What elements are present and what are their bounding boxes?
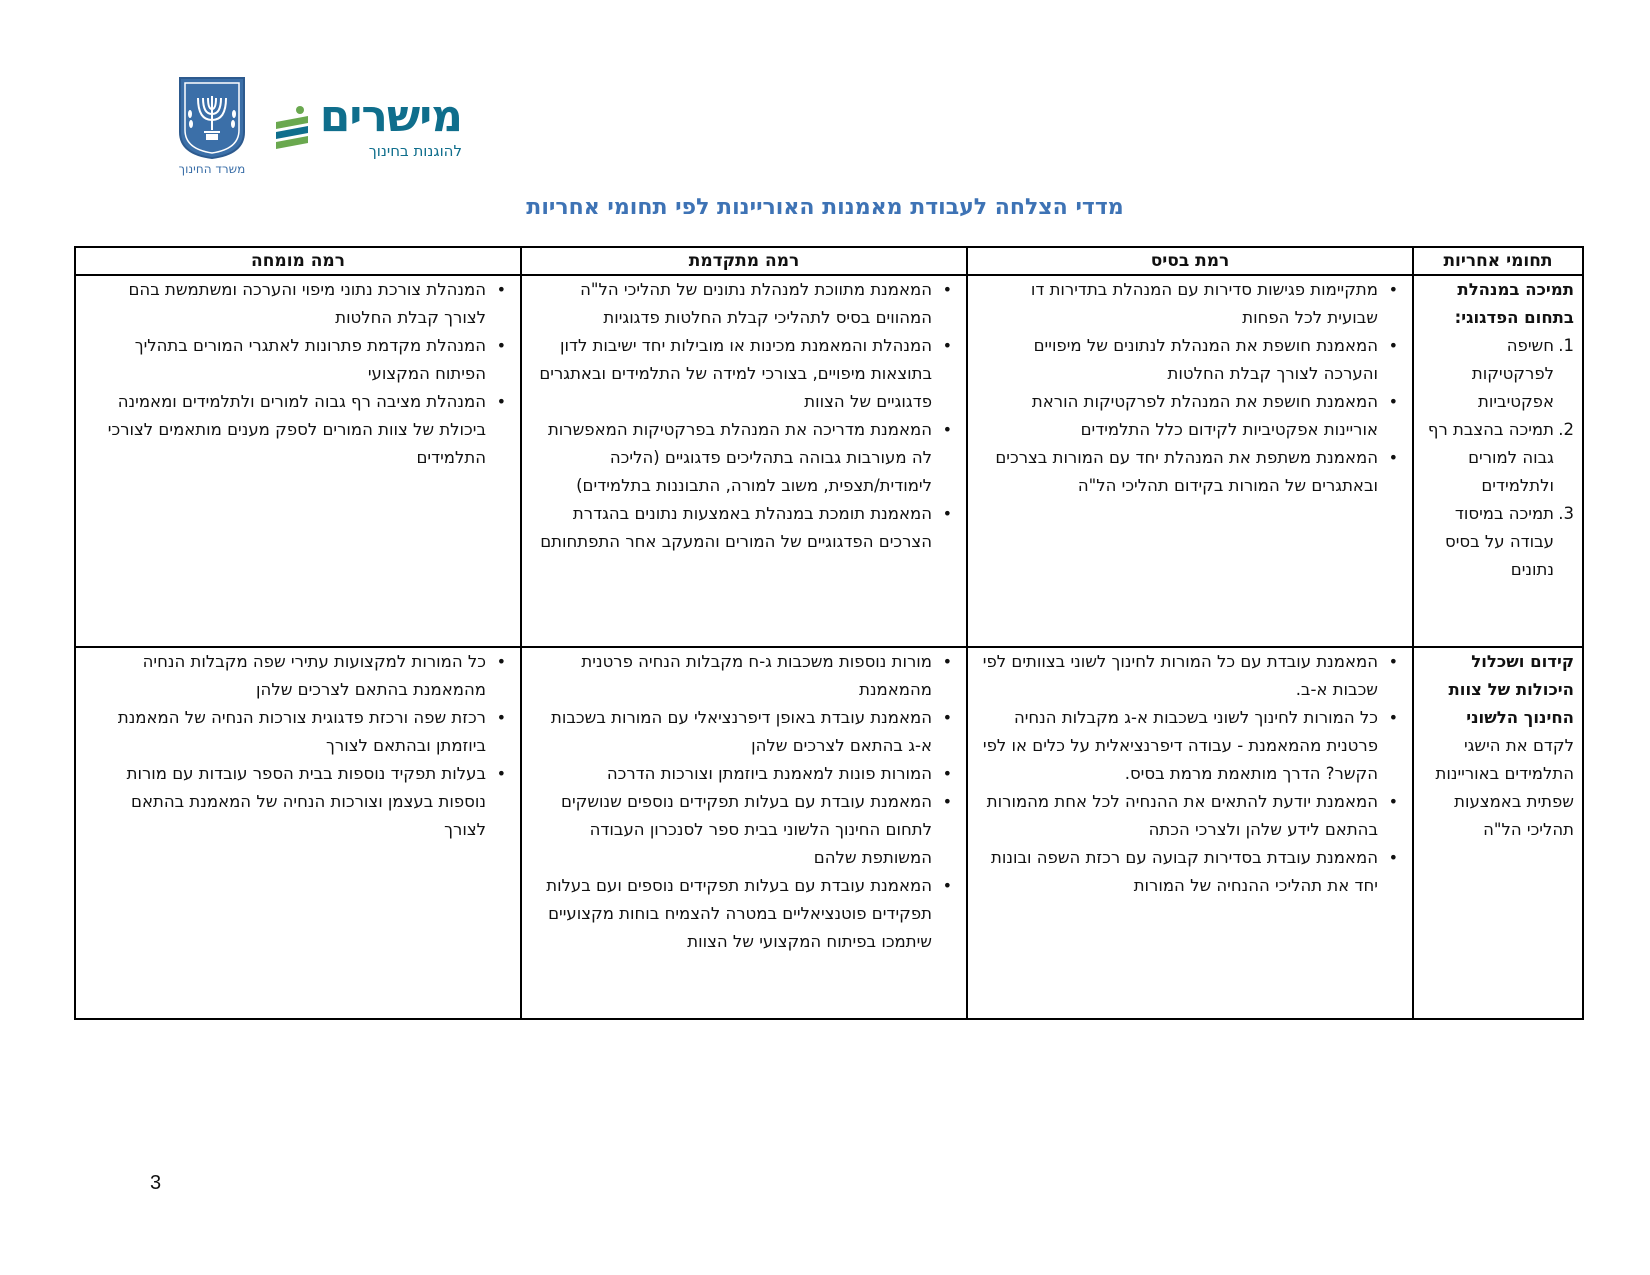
advanced-level-cell (521, 275, 967, 647)
header-logos (176, 74, 476, 184)
header-expert-level: רמה מומחה (75, 247, 521, 275)
header-basic-level: רמת בסיס (967, 247, 1413, 275)
list-item: • המאמנת חושפת את המנהלת לפרקטיקות הוראת אוריינות אפקטיביות לקידום כלל התלמידים (976, 388, 1378, 444)
list-item: • המאמנת עובדת עם בעלות תפקידים נוספים ועם בעלות תפקידים פוטנציאליים במטרה להצמיח בוחות מקצועיים שיתמכו בפיתוח המקצועי של הצוות (530, 872, 932, 956)
basic-level-cell (967, 647, 1413, 1019)
brand-name: מישרים (319, 91, 462, 142)
list-item: • המאמנת עובדת עם בעלות תפקידים נוספים שנושקים לתחום החינוך הלשוני בבית ספר לסנכרון העבודה המשותפת שלהם (530, 788, 932, 872)
list-item: • המורות פונות למאמנת ביוזמתן וצורכות הדרכה (530, 760, 932, 788)
responsibility-area-cell (1413, 275, 1583, 647)
responsibility-area-cell (1413, 647, 1583, 1019)
table-row (75, 275, 1583, 647)
table-header-row (75, 247, 1583, 275)
list-item: • המאמנת עובדת באופן דיפרנציאלי עם המורות בשכבות א-ג בהתאם לצרכים שלהן (530, 704, 932, 760)
header-advanced-level: רמה מתקדמת (521, 247, 967, 275)
list-item: 2. תמיכה בהצבת רף גבוה למורים ולתלמידים (1427, 420, 1574, 495)
ministry-caption: משרד החינוך (178, 162, 246, 176)
list-item: • המאמנת מדריכה את המנהלת בפרקטיקות המאפשרות לה מעורבות גבוהה בתהליכים פדגוגיים (הליכה לימודית/תצפית, משוב למורה, התבוננות בתלמידים) (530, 416, 932, 500)
list-item: • כל המורות לחינוך לשוני בשכבות א-ג מקבלות הנחיה פרטנית מהמאמנת - עבודה דיפרנציאלית על כלים או לפי הקשר? הדרך מותאמת מרמת בסיס. (976, 704, 1378, 788)
list-item: • המנהלת צורכת נתוני מיפוי והערכה ומשתמשת בהם לצורך קבלת החלטות (84, 276, 486, 332)
list-item: • המאמנת תומכת במנהלת באמצעות נתונים בהגדרת הצרכים הפדגוגיים של המורים והמעקב אחר התפתחותם (530, 500, 932, 556)
list-item: • המאמנת עובדת בסדירות קבועה עם רכזת השפה ובונות יחד את תהליכי ההנחיה של המורות (976, 844, 1378, 900)
list-item: • המאמנת חושפת את המנהלת לנתונים של מיפויים והערכה לצורך קבלת החלטות (976, 332, 1378, 388)
list-item: • בעלות תפקיד נוספות בבית הספר עובדות עם מורות נוספות בעצמן וצורכות הנחיה של המאמנת בהתאם לצורך (84, 760, 486, 844)
list-item: • מורות נוספות משכבות ג-ח מקבלות הנחיה פרטנית מהמאמנת (530, 648, 932, 704)
mishrim-mark-icon (272, 104, 312, 150)
brand-subtitle: להוגנות בחינוך (368, 142, 462, 160)
area-title: קידום ושכלול היכולות של צוות החינוך הלשוני (1448, 652, 1574, 727)
success-metrics-table (74, 246, 1584, 1020)
table-row (75, 647, 1583, 1019)
header-responsibility-area: תחומי אחריות (1413, 247, 1583, 275)
area-numbered-list (1422, 332, 1574, 584)
mishrim-logo (272, 92, 462, 162)
expert-level-cell (75, 275, 521, 647)
advanced-level-cell (521, 647, 967, 1019)
list-item: • מתקיימות פגישות סדירות עם המנהלת בתדירות דו שבועית לכל הפחות (976, 276, 1378, 332)
list-item: • המאמנת משתפת את המנהלת יחד עם המורות בצרכים ובאתגרים של המורות בקידום תהליכי הל"ה (976, 444, 1378, 500)
document-title: מדדי הצלחה לעבודת מאמנות האוריינות לפי תחומי אחריות (526, 195, 1124, 220)
list-item: • המנהלת מציבה רף גבוה למורים ולתלמידים ומאמינה ביכולת של צוות המורים לספק מענים מותאמים לצורכי התלמידים (84, 388, 486, 472)
list-item: 3. תמיכה במיסוד עבודה על בסיס נתונים (1445, 504, 1574, 579)
list-item: • כל המורות למקצועות עתירי שפה מקבלות הנחיה מהמאמנת בהתאם לצרכים שלהן (84, 648, 486, 704)
list-item: • המנהלת והמאמנת מכינות או מובילות יחד ישיבות לדון בתוצאות מיפויים, בצורכי למידה של התלמידים ובאתגרים פדגוגיים של הצוות (530, 332, 932, 416)
area-description: לקדם את הישגי התלמידים באוריינות שפתית באמצעות תהליכי הל"ה (1435, 736, 1574, 839)
list-item: • המנהלת מקדמת פתרונות לאתגרי המורים בתהליך הפיתוח המקצועי (84, 332, 486, 388)
list-item: • המאמנת יודעת להתאים את ההנחיה לכל אחת מהמורות בהתאם לידע שלהן ולצרכי הכתה (976, 788, 1378, 844)
page-number: 3 (150, 1172, 162, 1194)
area-title: תמיכה במנהלת בתחום הפדגוגי: (1454, 280, 1574, 327)
list-item: 1. חשיפה לפרקטיקות אפקטיביות (1471, 336, 1574, 411)
expert-level-cell (75, 647, 521, 1019)
list-item: • המאמנת מתווכת למנהלת נתונים של תהליכי הל"ה המהווים בסיס לתהליכי קבלת החלטות פדגוגיות (530, 276, 932, 332)
state-emblem-icon (176, 74, 248, 182)
basic-level-cell (967, 275, 1413, 647)
list-item: • המאמנת עובדת עם כל המורות לחינוך לשוני בצוותים לפי שכבות א-ב. (976, 648, 1378, 704)
list-item: • רכזת שפה ורכזת פדגוגית צורכות הנחיה של המאמנת ביוזמתן ובהתאם לצורך (84, 704, 486, 760)
